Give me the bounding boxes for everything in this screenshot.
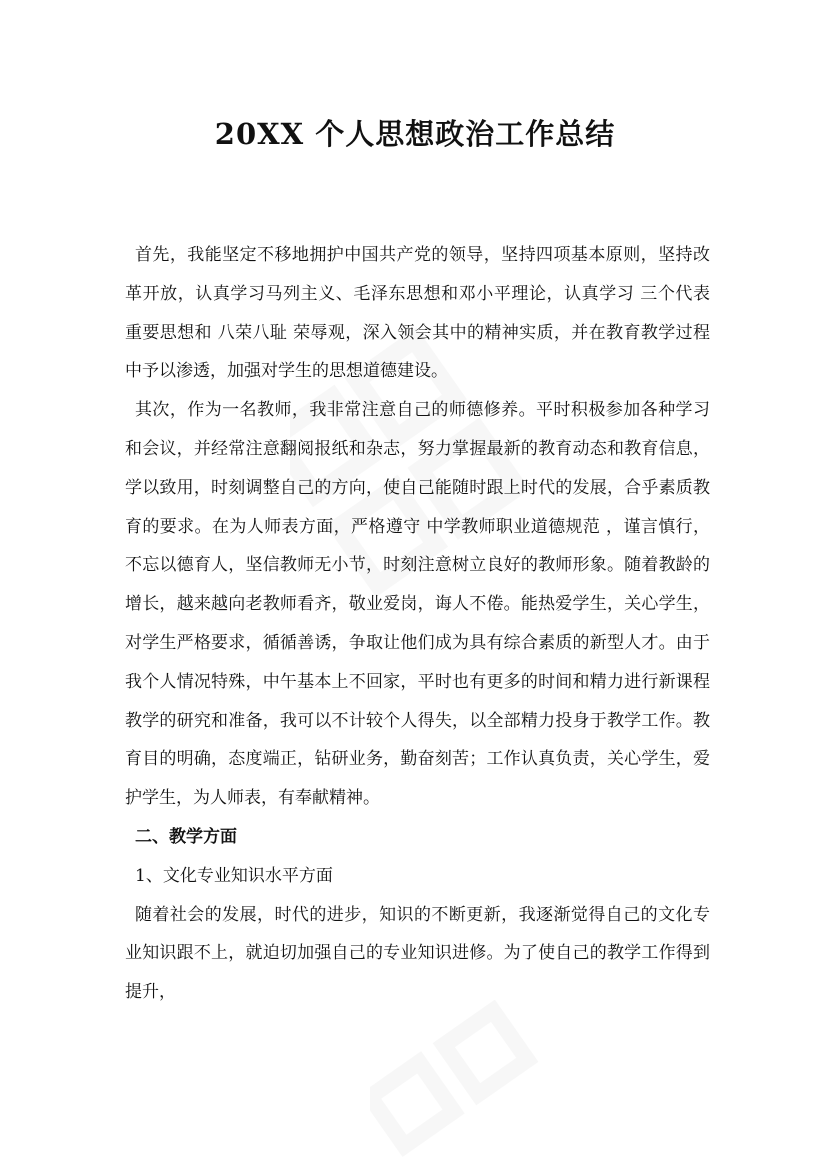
subsection-heading-knowledge: 1、文化专业知识水平方面	[135, 865, 333, 886]
document-title: 20XX 个人思想政治工作总结	[214, 117, 616, 151]
paragraph-teacher-ethics: 其次，作为一名教师，我非常注意自己的师德修养。平时积极参加各种学习和会议，并经常注意翻阅报纸和杂志，努力掌握最新的教育动态和教育信息，学以致用，时刻调整自己的方向，使自己能随时跟上时代的发展，合乎素质教育的要求。在为人师表方面，严格遵守 中学教师职业道德规范 ，谨言慎行，不忘以德育人，坚信教师无小节，时刻注意树立良好的教师形象。随着教龄的增长，越来越向老教师看齐，敬业爱岗，诲人不倦。能热爱学生，关心学生，对学生严格要求，循循善诱，争取让他们成为具有综合素质的新型人才。由于我个人情况特殊，中午基本上不回家，平时也有更多的时间和精力进行新课程教学的研究和准备，我可以不计较个人得失，以全部精力投身于教学工作。教育目的明确，态度端正，钻研业务，勤奋刻苦；工作认真负责，关心学生，爱护学生，为人师表，有奉献精神。	[125, 400, 710, 809]
paragraph-professional-knowledge: 随着社会的发展，时代的进步，知识的不断更新，我逐渐觉得自己的文化专业知识跟不上，就迫切加强自己的专业知识进修。为了使自己的教学工作得到提升，	[125, 904, 710, 1003]
section-heading-teaching: 二、教学方面	[135, 826, 237, 847]
watermark-mark-lower	[370, 1000, 570, 1174]
paragraph-political-stance: 首先，我能坚定不移地拥护中国共产党的领导，坚持四项基本原则，坚持改革开放，认真学习马列主义、毛泽东思想和邓小平理论，认真学习 三个代表 重要思想和 八荣八耻 荣辱观，深入领会其中的精神实质，并在教育教学过程中予以渗透，加强对学生的思想道德建设。	[125, 245, 710, 382]
document-body	[125, 236, 710, 1012]
